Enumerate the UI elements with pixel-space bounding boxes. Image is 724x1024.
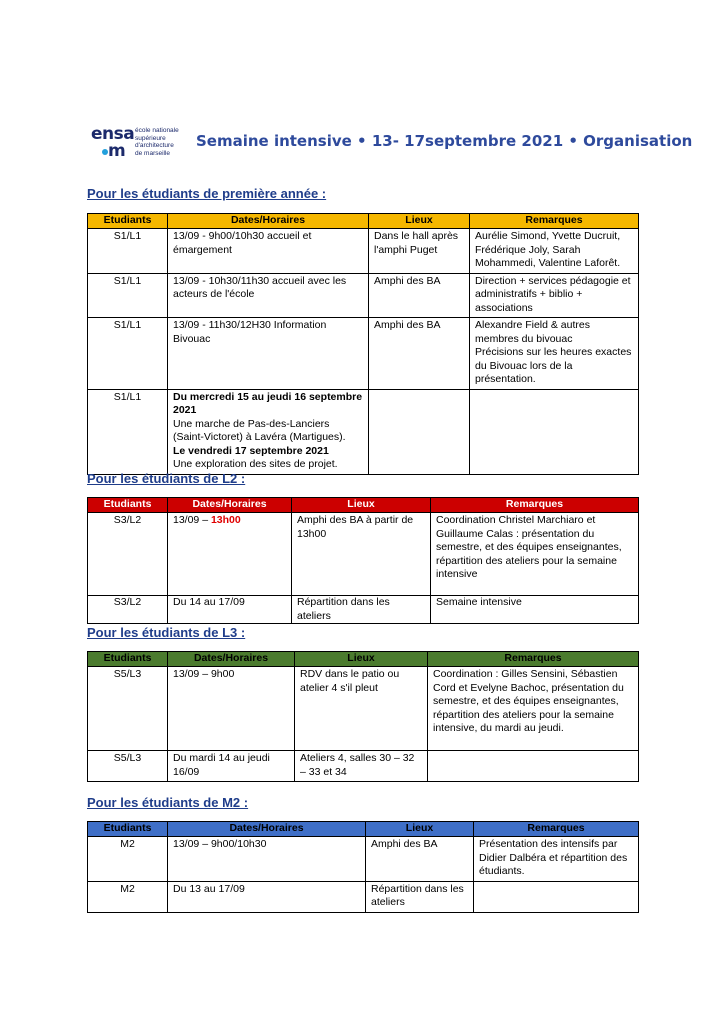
cell-lieux: Répartition dans les ateliers (292, 596, 431, 624)
col-header-lieux: Lieux (292, 498, 431, 513)
col-header-dates: Dates/Horaires (168, 822, 366, 837)
cell-remarques (470, 389, 639, 474)
cell-lieux: Ateliers 4, salles 30 – 32 – 33 et 34 (295, 751, 428, 782)
col-header-remarques: Remarques (431, 498, 639, 513)
table-row (88, 389, 639, 474)
cell-lieux: Répartition dans les ateliers (366, 881, 474, 912)
date-desc: Une marche de Pas-des-Lanciers (Saint-Victoret) à Lavéra (Martigues). (173, 417, 346, 443)
col-header-dates: Dates/Horaires (168, 498, 292, 513)
remarque-line: Alexandre Field & autres membres du bivouac (475, 319, 590, 345)
col-header-etudiants: Etudiants (88, 652, 168, 667)
table-row (88, 596, 639, 624)
col-header-etudiants: Etudiants (88, 822, 168, 837)
cell-etudiants: S3/L2 (88, 513, 168, 596)
date-text: 13/09 – (173, 514, 211, 526)
cell-remarques: Semaine intensive (431, 596, 639, 624)
cell-remarques (470, 318, 639, 390)
table-row (88, 837, 639, 882)
cell-remarques: Direction + services pédagogie et administratifs + biblio + associations (470, 273, 639, 318)
cell-etudiants: S1/L1 (88, 273, 168, 318)
cell-etudiants: S1/L1 (88, 318, 168, 390)
cell-remarques: Coordination : Gilles Sensini, Sébastien Cord et Evelyne Bachoc, présentation du semestre, et des équipes enseignantes, répartition des ateliers pour la semaine intensive, du mardi au jeudi. (428, 667, 639, 751)
schedule-table-m2 (87, 821, 639, 913)
col-header-remarques: Remarques (474, 822, 639, 837)
cell-etudiants: S1/L1 (88, 389, 168, 474)
page-title: Semaine intensive • 13- 17septembre 2021 • Organisation (196, 132, 693, 150)
col-header-lieux: Lieux (295, 652, 428, 667)
cell-dates: 13/09 - 9h00/10h30 accueil et émargement (168, 229, 369, 274)
cell-dates: Du 14 au 17/09 (168, 596, 292, 624)
col-header-etudiants: Etudiants (88, 498, 168, 513)
col-header-dates: Dates/Horaires (168, 214, 369, 229)
cell-lieux (369, 389, 470, 474)
cell-dates: 13/09 – 9h00/10h30 (168, 837, 366, 882)
section-title-l3: Pour les étudiants de L3 : (87, 625, 246, 640)
cell-etudiants: M2 (88, 881, 168, 912)
table-row (88, 318, 639, 390)
cell-lieux: Amphi des BA (366, 837, 474, 882)
col-header-remarques: Remarques (428, 652, 639, 667)
cell-remarques: Coordination Christel Marchiaro et Guillaume Calas : présentation du semestre, et des équipes enseignantes, répartition des ateliers pour la semaine intensive (431, 513, 639, 596)
cell-lieux: Amphi des BA (369, 273, 470, 318)
cell-etudiants: S3/L2 (88, 596, 168, 624)
cell-remarques (428, 751, 639, 782)
schedule-table-s1 (87, 213, 639, 475)
col-header-lieux: Lieux (369, 214, 470, 229)
cell-remarques: Présentation des intensifs par Didier Dalbéra et répartition des étudiants. (474, 837, 639, 882)
logo-school-name: école nationale supérieure d'architecture de marseille (135, 127, 179, 157)
table-header-row (88, 822, 639, 837)
table-row (88, 273, 639, 318)
logo-wordmark-m: m (108, 141, 126, 161)
schedule-table-l2 (87, 497, 639, 624)
table-row (88, 751, 639, 782)
cell-etudiants: S5/L3 (88, 667, 168, 751)
date-bold: Du mercredi 15 au jeudi 16 septembre 2021 (173, 390, 363, 416)
table-row (88, 881, 639, 912)
cell-remarques (474, 881, 639, 912)
table-row (88, 667, 639, 751)
ensam-logo (91, 124, 186, 162)
section-title-l2: Pour les étudiants de L2 : (87, 471, 246, 486)
col-header-lieux: Lieux (366, 822, 474, 837)
cell-dates: 13/09 - 11h30/12H30 Information Bivouac (168, 318, 369, 390)
cell-lieux: Amphi des BA (369, 318, 470, 390)
cell-dates: Du 13 au 17/09 (168, 881, 366, 912)
remarque-line: Précisions sur les heures exactes du Bivouac lors de la présentation. (475, 346, 632, 385)
cell-dates: 13/09 – 9h00 (168, 667, 295, 751)
document-header (91, 122, 693, 164)
cell-remarques: Aurélie Simond, Yvette Ducruit, Frédérique Joly, Sarah Mohammedi, Valentine Laforêt. (470, 229, 639, 274)
table-header-row (88, 214, 639, 229)
cell-lieux: Dans le hall après l'amphi Puget (369, 229, 470, 274)
col-header-etudiants: Etudiants (88, 214, 168, 229)
cell-lieux: Amphi des BA à partir de 13h00 (292, 513, 431, 596)
col-header-remarques: Remarques (470, 214, 639, 229)
cell-dates: 13/09 - 10h30/11h30 accueil avec les acteurs de l'école (168, 273, 369, 318)
cell-dates (168, 389, 369, 474)
date-desc: Une exploration des sites de projet. (173, 458, 338, 470)
section-title-s1: Pour les étudiants de première année : (87, 186, 327, 201)
cell-etudiants: S1/L1 (88, 229, 168, 274)
section-title-m2: Pour les étudiants de M2 : (87, 795, 249, 810)
col-header-dates: Dates/Horaires (168, 652, 295, 667)
date-bold: Le vendredi 17 septembre 2021 (173, 444, 329, 457)
date-time-highlight: 13h00 (210, 514, 241, 526)
schedule-table-l3 (87, 651, 639, 782)
table-row (88, 229, 639, 274)
cell-lieux: RDV dans le patio ou atelier 4 s'il pleut (295, 667, 428, 751)
table-header-row (88, 652, 639, 667)
cell-etudiants: M2 (88, 837, 168, 882)
cell-dates (168, 513, 292, 596)
cell-dates: Du mardi 14 au jeudi 16/09 (168, 751, 295, 782)
logo-wordmark: ensa (91, 124, 135, 144)
cell-etudiants: S5/L3 (88, 751, 168, 782)
table-header-row (88, 498, 639, 513)
table-row (88, 513, 639, 596)
